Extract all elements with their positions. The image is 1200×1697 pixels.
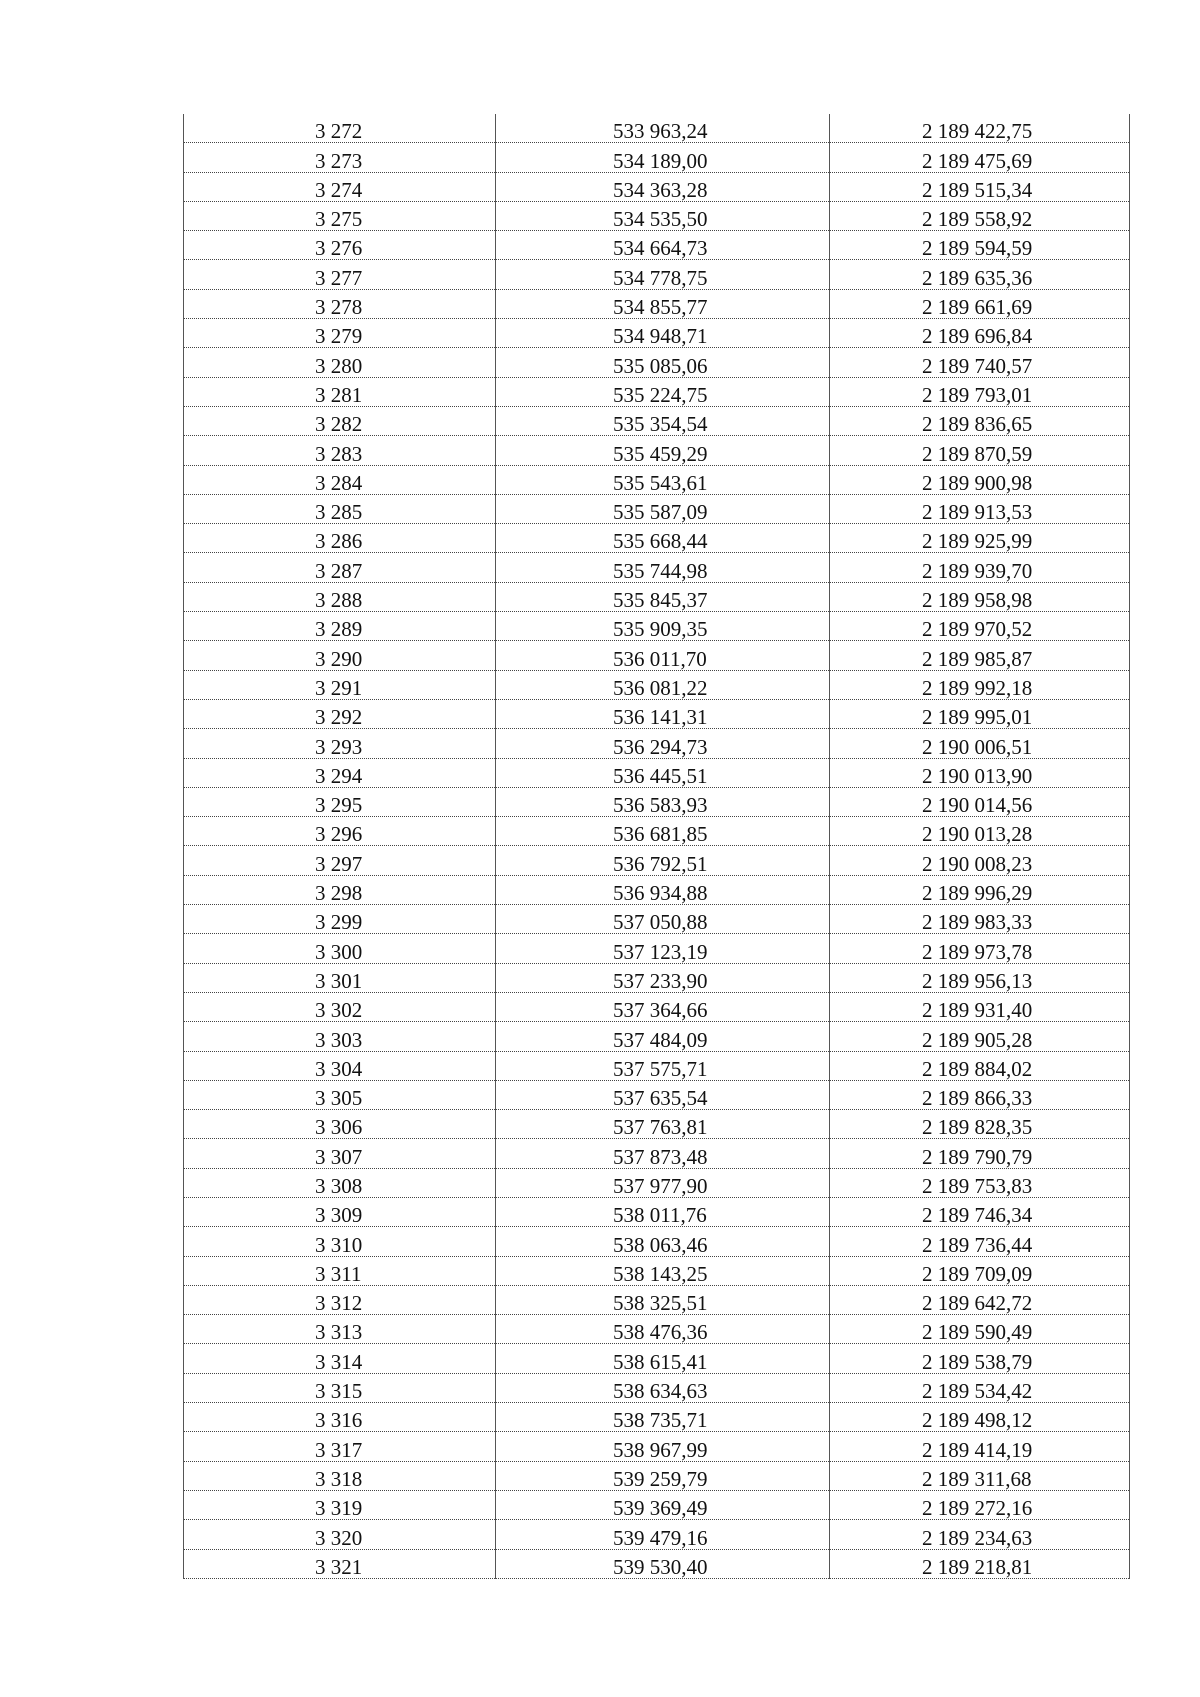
y-coordinate-cell: 2 189 870,59 [830, 436, 1130, 465]
table-row [184, 729, 1130, 758]
table-row [184, 1403, 1130, 1432]
table-row [184, 465, 1130, 494]
y-coordinate-cell: 2 189 939,70 [830, 553, 1130, 582]
x-coordinate-cell: 536 934,88 [496, 875, 830, 904]
x-coordinate-cell: 536 011,70 [496, 641, 830, 670]
y-coordinate-cell: 2 190 014,56 [830, 787, 1130, 816]
point-number-cell: 3 321 [184, 1549, 496, 1578]
x-coordinate-cell: 536 792,51 [496, 846, 830, 875]
table-row [184, 670, 1130, 699]
y-coordinate-cell: 2 189 594,59 [830, 231, 1130, 260]
table-row [184, 377, 1130, 406]
point-number-cell: 3 310 [184, 1227, 496, 1256]
x-coordinate-cell: 539 479,16 [496, 1520, 830, 1549]
y-coordinate-cell: 2 189 836,65 [830, 406, 1130, 435]
table-row [184, 201, 1130, 230]
point-number-cell: 3 320 [184, 1520, 496, 1549]
table-row [184, 934, 1130, 963]
y-coordinate-cell: 2 189 558,92 [830, 201, 1130, 230]
point-number-cell: 3 289 [184, 612, 496, 641]
table-row [184, 905, 1130, 934]
y-coordinate-cell: 2 189 956,13 [830, 963, 1130, 992]
point-number-cell: 3 295 [184, 787, 496, 816]
x-coordinate-cell: 537 123,19 [496, 934, 830, 963]
x-coordinate-cell: 536 681,85 [496, 817, 830, 846]
x-coordinate-cell: 535 543,61 [496, 465, 830, 494]
y-coordinate-cell: 2 190 006,51 [830, 729, 1130, 758]
x-coordinate-cell: 537 364,66 [496, 992, 830, 1021]
table-row [184, 1139, 1130, 1168]
y-coordinate-cell: 2 189 498,12 [830, 1403, 1130, 1432]
x-coordinate-cell: 534 948,71 [496, 319, 830, 348]
y-coordinate-cell: 2 189 736,44 [830, 1227, 1130, 1256]
y-coordinate-cell: 2 189 311,68 [830, 1461, 1130, 1490]
point-number-cell: 3 283 [184, 436, 496, 465]
coordinates-table-body [184, 114, 1130, 1578]
x-coordinate-cell: 534 535,50 [496, 201, 830, 230]
point-number-cell: 3 306 [184, 1110, 496, 1139]
table-row [184, 1051, 1130, 1080]
table-row [184, 1285, 1130, 1314]
point-number-cell: 3 317 [184, 1432, 496, 1461]
point-number-cell: 3 290 [184, 641, 496, 670]
y-coordinate-cell: 2 189 534,42 [830, 1373, 1130, 1402]
point-number-cell: 3 304 [184, 1051, 496, 1080]
y-coordinate-cell: 2 189 234,63 [830, 1520, 1130, 1549]
y-coordinate-cell: 2 189 970,52 [830, 612, 1130, 641]
table-row [184, 114, 1130, 143]
x-coordinate-cell: 533 963,24 [496, 114, 830, 143]
x-coordinate-cell: 538 735,71 [496, 1403, 830, 1432]
x-coordinate-cell: 534 363,28 [496, 172, 830, 201]
coordinates-table [183, 114, 1130, 1579]
table-row [184, 172, 1130, 201]
y-coordinate-cell: 2 189 995,01 [830, 699, 1130, 728]
point-number-cell: 3 276 [184, 231, 496, 260]
point-number-cell: 3 280 [184, 348, 496, 377]
point-number-cell: 3 302 [184, 992, 496, 1021]
point-number-cell: 3 297 [184, 846, 496, 875]
point-number-cell: 3 275 [184, 201, 496, 230]
point-number-cell: 3 287 [184, 553, 496, 582]
point-number-cell: 3 307 [184, 1139, 496, 1168]
table-row [184, 817, 1130, 846]
y-coordinate-cell: 2 189 958,98 [830, 582, 1130, 611]
table-row [184, 1227, 1130, 1256]
table-row [184, 1080, 1130, 1109]
point-number-cell: 3 312 [184, 1285, 496, 1314]
table-row [184, 1022, 1130, 1051]
x-coordinate-cell: 535 587,09 [496, 494, 830, 523]
y-coordinate-cell: 2 189 905,28 [830, 1022, 1130, 1051]
table-row [184, 406, 1130, 435]
point-number-cell: 3 311 [184, 1256, 496, 1285]
x-coordinate-cell: 537 977,90 [496, 1168, 830, 1197]
point-number-cell: 3 300 [184, 934, 496, 963]
y-coordinate-cell: 2 189 746,34 [830, 1197, 1130, 1226]
x-coordinate-cell: 537 763,81 [496, 1110, 830, 1139]
x-coordinate-cell: 539 530,40 [496, 1549, 830, 1578]
x-coordinate-cell: 539 259,79 [496, 1461, 830, 1490]
table-row [184, 1315, 1130, 1344]
table-row [184, 143, 1130, 172]
point-number-cell: 3 318 [184, 1461, 496, 1490]
table-row [184, 1256, 1130, 1285]
table-row [184, 641, 1130, 670]
y-coordinate-cell: 2 190 008,23 [830, 846, 1130, 875]
point-number-cell: 3 294 [184, 758, 496, 787]
table-row [184, 1520, 1130, 1549]
point-number-cell: 3 301 [184, 963, 496, 992]
table-row [184, 524, 1130, 553]
point-number-cell: 3 316 [184, 1403, 496, 1432]
y-coordinate-cell: 2 189 422,75 [830, 114, 1130, 143]
y-coordinate-cell: 2 189 828,35 [830, 1110, 1130, 1139]
y-coordinate-cell: 2 189 590,49 [830, 1315, 1130, 1344]
x-coordinate-cell: 537 635,54 [496, 1080, 830, 1109]
table-row [184, 1168, 1130, 1197]
x-coordinate-cell: 536 141,31 [496, 699, 830, 728]
x-coordinate-cell: 538 011,76 [496, 1197, 830, 1226]
y-coordinate-cell: 2 189 996,29 [830, 875, 1130, 904]
y-coordinate-cell: 2 190 013,90 [830, 758, 1130, 787]
x-coordinate-cell: 539 369,49 [496, 1490, 830, 1519]
x-coordinate-cell: 536 583,93 [496, 787, 830, 816]
table-row [184, 231, 1130, 260]
table-row [184, 846, 1130, 875]
y-coordinate-cell: 2 189 414,19 [830, 1432, 1130, 1461]
table-row [184, 1461, 1130, 1490]
y-coordinate-cell: 2 189 272,16 [830, 1490, 1130, 1519]
x-coordinate-cell: 534 189,00 [496, 143, 830, 172]
y-coordinate-cell: 2 189 475,69 [830, 143, 1130, 172]
table-row [184, 963, 1130, 992]
table-row [184, 612, 1130, 641]
point-number-cell: 3 274 [184, 172, 496, 201]
point-number-cell: 3 296 [184, 817, 496, 846]
y-coordinate-cell: 2 189 900,98 [830, 465, 1130, 494]
x-coordinate-cell: 534 664,73 [496, 231, 830, 260]
table-row [184, 1490, 1130, 1519]
y-coordinate-cell: 2 189 931,40 [830, 992, 1130, 1021]
table-row [184, 992, 1130, 1021]
y-coordinate-cell: 2 189 661,69 [830, 289, 1130, 318]
point-number-cell: 3 281 [184, 377, 496, 406]
x-coordinate-cell: 537 575,71 [496, 1051, 830, 1080]
table-row [184, 319, 1130, 348]
point-number-cell: 3 282 [184, 406, 496, 435]
x-coordinate-cell: 538 634,63 [496, 1373, 830, 1402]
y-coordinate-cell: 2 189 696,84 [830, 319, 1130, 348]
x-coordinate-cell: 535 354,54 [496, 406, 830, 435]
y-coordinate-cell: 2 189 635,36 [830, 260, 1130, 289]
x-coordinate-cell: 535 909,35 [496, 612, 830, 641]
x-coordinate-cell: 534 855,77 [496, 289, 830, 318]
x-coordinate-cell: 535 085,06 [496, 348, 830, 377]
point-number-cell: 3 286 [184, 524, 496, 553]
table-row [184, 758, 1130, 787]
point-number-cell: 3 288 [184, 582, 496, 611]
y-coordinate-cell: 2 189 218,81 [830, 1549, 1130, 1578]
y-coordinate-cell: 2 189 983,33 [830, 905, 1130, 934]
x-coordinate-cell: 538 476,36 [496, 1315, 830, 1344]
point-number-cell: 3 279 [184, 319, 496, 348]
x-coordinate-cell: 536 081,22 [496, 670, 830, 699]
x-coordinate-cell: 537 484,09 [496, 1022, 830, 1051]
x-coordinate-cell: 536 294,73 [496, 729, 830, 758]
x-coordinate-cell: 535 744,98 [496, 553, 830, 582]
point-number-cell: 3 293 [184, 729, 496, 758]
table-row [184, 875, 1130, 904]
y-coordinate-cell: 2 189 866,33 [830, 1080, 1130, 1109]
table-row [184, 1373, 1130, 1402]
table-row [184, 553, 1130, 582]
x-coordinate-cell: 535 668,44 [496, 524, 830, 553]
x-coordinate-cell: 538 967,99 [496, 1432, 830, 1461]
x-coordinate-cell: 537 233,90 [496, 963, 830, 992]
point-number-cell: 3 315 [184, 1373, 496, 1402]
point-number-cell: 3 272 [184, 114, 496, 143]
table-row [184, 699, 1130, 728]
point-number-cell: 3 313 [184, 1315, 496, 1344]
x-coordinate-cell: 534 778,75 [496, 260, 830, 289]
point-number-cell: 3 298 [184, 875, 496, 904]
point-number-cell: 3 291 [184, 670, 496, 699]
y-coordinate-cell: 2 190 013,28 [830, 817, 1130, 846]
x-coordinate-cell: 538 143,25 [496, 1256, 830, 1285]
y-coordinate-cell: 2 189 740,57 [830, 348, 1130, 377]
y-coordinate-cell: 2 189 538,79 [830, 1344, 1130, 1373]
x-coordinate-cell: 538 063,46 [496, 1227, 830, 1256]
y-coordinate-cell: 2 189 515,34 [830, 172, 1130, 201]
point-number-cell: 3 308 [184, 1168, 496, 1197]
point-number-cell: 3 314 [184, 1344, 496, 1373]
x-coordinate-cell: 538 325,51 [496, 1285, 830, 1314]
point-number-cell: 3 305 [184, 1080, 496, 1109]
table-row [184, 1432, 1130, 1461]
y-coordinate-cell: 2 189 992,18 [830, 670, 1130, 699]
x-coordinate-cell: 537 873,48 [496, 1139, 830, 1168]
y-coordinate-cell: 2 189 793,01 [830, 377, 1130, 406]
x-coordinate-cell: 536 445,51 [496, 758, 830, 787]
point-number-cell: 3 284 [184, 465, 496, 494]
y-coordinate-cell: 2 189 642,72 [830, 1285, 1130, 1314]
table-row [184, 348, 1130, 377]
table-row [184, 1344, 1130, 1373]
table-row [184, 787, 1130, 816]
table-row [184, 436, 1130, 465]
point-number-cell: 3 309 [184, 1197, 496, 1226]
point-number-cell: 3 319 [184, 1490, 496, 1519]
y-coordinate-cell: 2 189 790,79 [830, 1139, 1130, 1168]
y-coordinate-cell: 2 189 884,02 [830, 1051, 1130, 1080]
x-coordinate-cell: 535 845,37 [496, 582, 830, 611]
y-coordinate-cell: 2 189 973,78 [830, 934, 1130, 963]
y-coordinate-cell: 2 189 709,09 [830, 1256, 1130, 1285]
point-number-cell: 3 303 [184, 1022, 496, 1051]
table-row [184, 582, 1130, 611]
table-row [184, 1110, 1130, 1139]
x-coordinate-cell: 535 224,75 [496, 377, 830, 406]
point-number-cell: 3 292 [184, 699, 496, 728]
table-row [184, 1549, 1130, 1578]
x-coordinate-cell: 535 459,29 [496, 436, 830, 465]
y-coordinate-cell: 2 189 925,99 [830, 524, 1130, 553]
table-row [184, 494, 1130, 523]
point-number-cell: 3 299 [184, 905, 496, 934]
y-coordinate-cell: 2 189 985,87 [830, 641, 1130, 670]
table-row [184, 260, 1130, 289]
y-coordinate-cell: 2 189 913,53 [830, 494, 1130, 523]
point-number-cell: 3 277 [184, 260, 496, 289]
x-coordinate-cell: 537 050,88 [496, 905, 830, 934]
x-coordinate-cell: 538 615,41 [496, 1344, 830, 1373]
point-number-cell: 3 278 [184, 289, 496, 318]
point-number-cell: 3 273 [184, 143, 496, 172]
table-row [184, 289, 1130, 318]
y-coordinate-cell: 2 189 753,83 [830, 1168, 1130, 1197]
table-row [184, 1197, 1130, 1226]
point-number-cell: 3 285 [184, 494, 496, 523]
